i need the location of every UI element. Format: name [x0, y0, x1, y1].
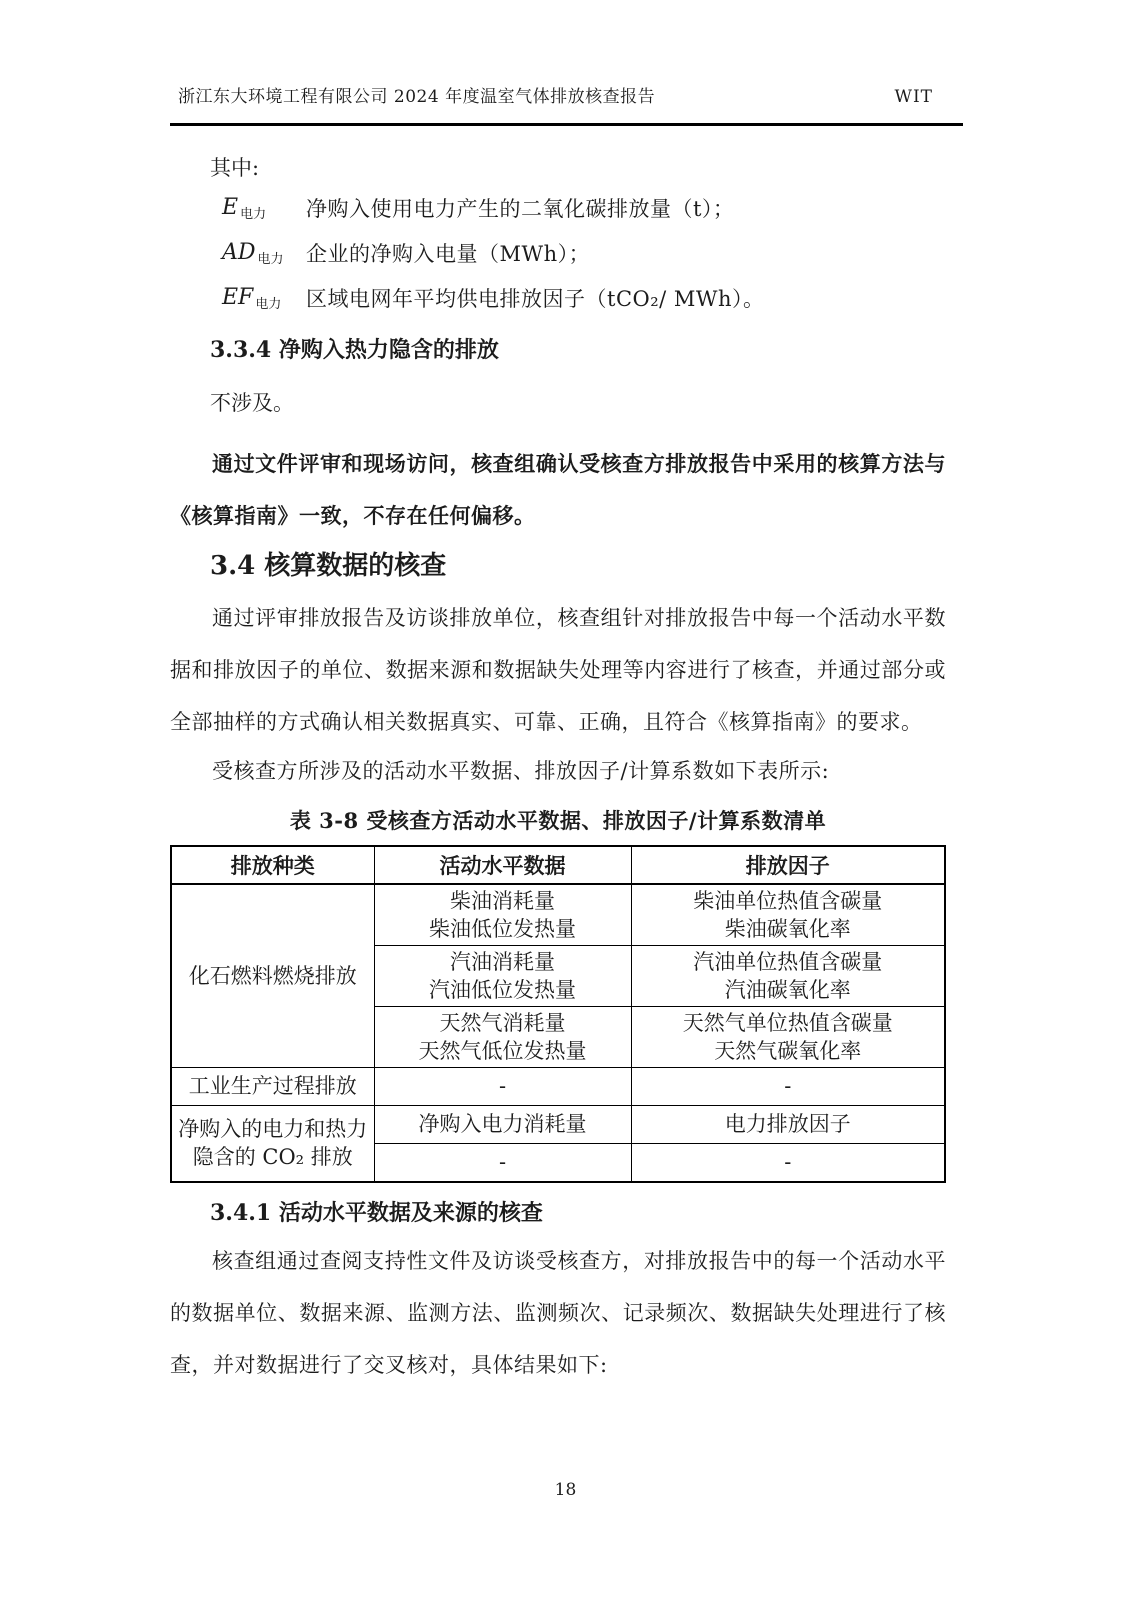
cell-line: 汽油低位发热量	[429, 978, 576, 1002]
table-header-row	[171, 846, 945, 884]
definition-row	[222, 275, 946, 320]
header-document-title: 浙江东大环境工程有限公司 2024 年度温室气体排放核查报告	[178, 87, 656, 107]
cell-category-industrial: 工业生产过程排放	[171, 1068, 374, 1106]
cell-line: 柴油碳氧化率	[724, 917, 851, 941]
section-heading-3-4: 3.4 核算数据的核查	[210, 551, 447, 581]
symbol-ad: AD	[222, 240, 256, 265]
cell-factor-industrial: -	[631, 1068, 945, 1106]
cell-line: 柴油单位热值含碳量	[693, 889, 883, 913]
cell-activity-gasoline	[374, 946, 631, 1007]
symbol-subscript: 电力	[255, 297, 282, 312]
cell-category-electricity	[171, 1106, 374, 1182]
bold-conclusion-paragraph: 通过文件评审和现场访问，核查组确认受核查方排放报告中采用的核算方法与《核算指南》一致，不存在任何偏移。	[170, 451, 946, 528]
cell-line: 净购入的电力和热力	[178, 1117, 368, 1142]
cell-line: 柴油消耗量	[450, 889, 555, 913]
header-logo-text: WIT	[894, 87, 933, 107]
cell-activity-diesel	[374, 884, 631, 946]
cell-activity-electricity: 净购入电力消耗量	[374, 1106, 631, 1144]
header-emission-factor: 排放因子	[631, 846, 945, 884]
header-divider	[170, 123, 963, 126]
symbol-subscript: 电力	[257, 252, 284, 267]
table-caption: 表 3-8 受核查方活动水平数据、排放因子/计算系数清单	[289, 808, 827, 833]
accounting-data-paragraph: 通过评审排放报告及访谈排放单位，核查组针对排放报告中每一个活动水平数据和排放因子的单位、数据来源和数据缺失处理等内容进行了核查，并通过部分或全部抽样的方式确认相关数据真实、可靠、正确，且符合《核算指南》的要求。	[170, 606, 946, 734]
cell-category-fossil: 化石燃料燃烧排放	[171, 884, 374, 1068]
symbol-subscript: 电力	[240, 207, 267, 222]
cell-factor-natural-gas	[631, 1007, 945, 1068]
cell-line: 隐含的 CO₂ 排放	[192, 1145, 353, 1170]
activity-check-paragraph: 核查组通过查阅支持性文件及访谈受核查方，对排放报告中的每一个活动水平的数据单位、数据来源、监测方法、监测频次、记录频次、数据缺失处理进行了核查，并对数据进行了交叉核对，具体结果如下:	[170, 1248, 946, 1377]
definition-row	[222, 230, 946, 275]
table-row-industrial	[171, 1068, 945, 1106]
cell-line: 汽油单位热值含碳量	[693, 950, 883, 974]
cell-line: 天然气低位发热量	[418, 1039, 587, 1063]
symbol-ef: EF	[222, 285, 254, 310]
definition-term	[222, 195, 306, 220]
cell-factor-electricity-dash: -	[631, 1144, 945, 1182]
table-row-diesel	[171, 884, 945, 946]
page-header	[170, 0, 946, 107]
page-content	[170, 0, 946, 1391]
cell-activity-industrial: -	[374, 1068, 631, 1106]
definition-description: 净购入使用电力产生的二氧化碳排放量（t）；	[306, 196, 735, 221]
definition-row	[222, 185, 946, 230]
symbol-e: E	[222, 195, 239, 220]
not-involved-text: 不涉及。	[210, 391, 294, 415]
cell-line: 汽油消耗量	[450, 950, 555, 974]
header-activity-data: 活动水平数据	[374, 846, 631, 884]
cell-line: 天然气碳氧化率	[714, 1039, 862, 1063]
section-heading-3-3-4: 3.3.4 净购入热力隐含的排放	[210, 337, 499, 363]
table-intro-text: 受核查方所涉及的活动水平数据、排放因子/计算系数如下表所示:	[212, 759, 830, 783]
definition-description: 区域电网年平均供电排放因子（tCO₂/ MWh）。	[306, 286, 765, 311]
table-header	[171, 846, 945, 884]
section-heading-3-4-1: 3.4.1 活动水平数据及来源的核查	[210, 1199, 543, 1226]
definition-term	[222, 240, 306, 265]
cell-factor-diesel	[631, 884, 945, 946]
cell-factor-electricity: 电力排放因子	[631, 1106, 945, 1144]
definition-term	[222, 285, 306, 310]
activity-data-table	[170, 845, 946, 1183]
cell-line: 汽油碳氧化率	[724, 978, 851, 1002]
cell-factor-gasoline	[631, 946, 945, 1007]
page-number: 18	[554, 1480, 577, 1500]
table-row-electricity	[171, 1106, 945, 1144]
cell-activity-natural-gas	[374, 1007, 631, 1068]
among-label: 其中:	[210, 156, 260, 180]
cell-line: 天然气消耗量	[439, 1011, 566, 1035]
definition-description: 企业的净购入电量（MWh）；	[306, 241, 591, 266]
definitions-list	[170, 185, 946, 320]
cell-activity-electricity-dash: -	[374, 1144, 631, 1182]
cell-line: 柴油低位发热量	[429, 917, 576, 941]
header-emission-type: 排放种类	[171, 846, 374, 884]
cell-line: 天然气单位热值含碳量	[682, 1011, 893, 1035]
